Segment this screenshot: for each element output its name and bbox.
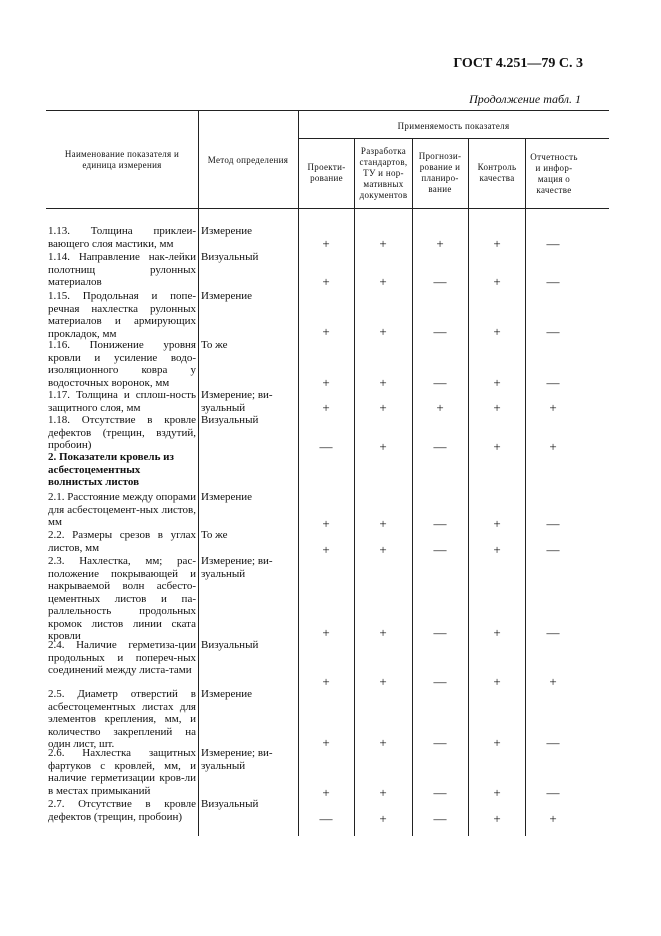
mark-report: — [546, 542, 560, 557]
table-continuation-label: Продолжение табл. 1 [469, 92, 581, 106]
mark-control: + [493, 542, 501, 557]
mark-design: + [322, 236, 330, 251]
method-cell: Измерение [201, 290, 253, 302]
header-report: Отчетность и инфор-мация о качестве [530, 152, 578, 195]
indicator-name: 1.16. Понижение уровня кровли и усиление водо-изоляционного ковра у водосточных воронок, мм [48, 339, 196, 389]
indicator-name: 1.15. Продольная и попе-речная нахлестка рулонных материалов и армирующих прокладок, мм [48, 290, 196, 340]
indicator-name: 2.2. Размеры срезов в углах листов, мм [48, 529, 196, 554]
mark-forecast: — [433, 375, 447, 390]
mark-forecast: — [433, 625, 447, 640]
mark-forecast: — [433, 674, 447, 689]
mark-standards: + [379, 516, 387, 531]
mark-control: + [493, 400, 501, 415]
mark-forecast: — [433, 516, 447, 531]
mark-control: + [493, 375, 501, 390]
mark-report: + [549, 674, 557, 689]
mark-design: — [319, 439, 333, 454]
mark-control: + [493, 324, 501, 339]
header-method: Метод определения [207, 155, 289, 165]
indicator-name: 1.14. Направление нак-лейки полотнищ рулонных материалов [48, 251, 196, 288]
indicator-name: 1.17. Толщина и сплош-ность защитного слоя, мм [48, 389, 196, 414]
indicator-name: 1.18. Отсутствие в кровле дефектов (трещин, вздутий, пробоин) [48, 414, 196, 451]
mark-report: — [546, 735, 560, 750]
mark-report: — [546, 375, 560, 390]
mark-control: + [493, 674, 501, 689]
method-cell: То же [201, 339, 228, 351]
header-applicability: Применяемость показателя [397, 121, 510, 131]
mark-standards: + [379, 735, 387, 750]
mark-design: + [322, 735, 330, 750]
method-cell: Измерение [201, 225, 253, 237]
mark-design: — [319, 811, 333, 826]
mark-control: + [493, 785, 501, 800]
header-name: Наименование показателя и единица измерения [64, 149, 180, 170]
mark-forecast: — [433, 785, 447, 800]
mark-standards: + [379, 439, 387, 454]
method-cell: Визуальный [201, 251, 259, 263]
method-cell: Визуальный [201, 639, 259, 651]
mark-design: + [322, 274, 330, 289]
method-cell: Визуальный [201, 798, 259, 810]
mark-forecast: — [433, 439, 447, 454]
mark-forecast: — [433, 542, 447, 557]
mark-report: + [549, 400, 557, 415]
mark-standards: + [379, 542, 387, 557]
mark-report: — [546, 274, 560, 289]
mark-report: — [546, 236, 560, 251]
mark-forecast: — [433, 274, 447, 289]
mark-forecast: — [433, 735, 447, 750]
method-cell: Измерение; ви-зуальный [201, 555, 273, 580]
mark-standards: + [379, 236, 387, 251]
indicator-name: 2.5. Диаметр отверстий в асбестоцементных листах для элементов крепления, мм, и количество закреплений на один лист, шт. [48, 688, 196, 750]
column-divider [298, 110, 299, 836]
mark-design: + [322, 625, 330, 640]
mark-forecast: — [433, 324, 447, 339]
mark-report: + [549, 439, 557, 454]
mark-control: + [493, 516, 501, 531]
subheader-divider [298, 138, 609, 139]
mark-standards: + [379, 274, 387, 289]
header-design: Проекти-рование [307, 162, 346, 183]
mark-design: + [322, 542, 330, 557]
mark-design: + [322, 785, 330, 800]
method-cell: Визуальный [201, 414, 259, 426]
mark-standards: + [379, 674, 387, 689]
mark-standards: + [379, 625, 387, 640]
column-divider [468, 138, 469, 836]
indicator-name: 1.13. Толщина приклеи-вающего слоя мастики, мм [48, 225, 196, 250]
mark-control: + [493, 625, 501, 640]
header-control: Контроль качества [477, 162, 517, 183]
mark-forecast: — [433, 811, 447, 826]
header-standards: Разработка стандартов, ТУ и нор-мативных документов [359, 146, 408, 200]
table-top-border [46, 110, 609, 111]
mark-standards: + [379, 375, 387, 390]
mark-report: — [546, 625, 560, 640]
mark-report: — [546, 324, 560, 339]
indicator-name: 2.7. Отсутствие в кровле дефектов (трещин, пробоин) [48, 798, 196, 823]
mark-forecast: + [436, 236, 444, 251]
column-divider [198, 110, 199, 836]
indicator-name: 2.6. Нахлестка защитных фартуков с кровлей, мм, и наличие герметизации кров-ли в местах примыканий [48, 747, 196, 797]
mark-control: + [493, 811, 501, 826]
mark-design: + [322, 516, 330, 531]
method-cell: То же [201, 529, 228, 541]
mark-forecast: + [436, 400, 444, 415]
mark-report: — [546, 785, 560, 800]
indicator-name: 2.3. Нахлестка, мм; рас-положение покрывающей и накрываемой волн асбесто-цементных листов и па-раллельность продольных кромок листов линии ската кровли [48, 555, 196, 642]
mark-design: + [322, 324, 330, 339]
mark-standards: + [379, 324, 387, 339]
method-cell: Измерение [201, 491, 253, 503]
mark-report: + [549, 811, 557, 826]
method-cell: Измерение; ви-зуальный [201, 389, 273, 414]
mark-design: + [322, 674, 330, 689]
column-divider [525, 138, 526, 836]
method-cell: Измерение [201, 688, 253, 700]
mark-report: — [546, 516, 560, 531]
column-divider [412, 138, 413, 836]
method-cell: Измерение; ви-зуальный [201, 747, 273, 772]
mark-control: + [493, 236, 501, 251]
mark-design: + [322, 375, 330, 390]
document-reference: ГОСТ 4.251—79 С. 3 [453, 56, 583, 71]
mark-control: + [493, 735, 501, 750]
header-forecast: Прогнози-рование и планиро-вание [418, 151, 462, 194]
mark-control: + [493, 439, 501, 454]
mark-standards: + [379, 811, 387, 826]
mark-standards: + [379, 400, 387, 415]
column-divider [354, 138, 355, 836]
indicator-name: 2.1. Расстояние между опорами для асбестоцемент-ных листов, мм [48, 491, 196, 528]
indicator-name: 2. Показатели кровель из асбестоцементных волнистых листов [48, 451, 174, 488]
indicator-name: 2.4. Наличие герметиза-ции продольных и попереч-ных соединений между листа-тами [48, 639, 196, 676]
mark-control: + [493, 274, 501, 289]
mark-design: + [322, 400, 330, 415]
mark-standards: + [379, 785, 387, 800]
